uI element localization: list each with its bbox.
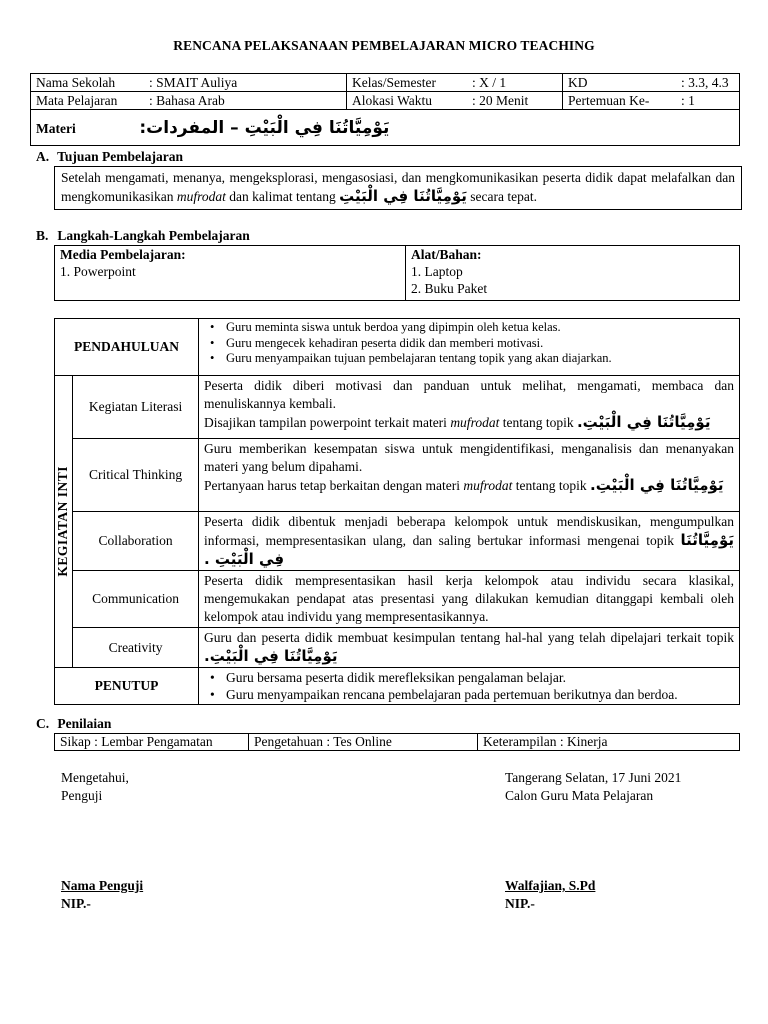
materi-label: Materi — [36, 120, 76, 136]
alat-item: 2. Buku Paket — [411, 281, 488, 296]
penutup-label: PENUTUP — [55, 668, 199, 705]
media-item: 1. Powerpoint — [60, 264, 136, 279]
kelas-value: : X / 1 — [472, 74, 563, 92]
sig-left-line1: Mengetahui, — [61, 770, 129, 785]
kelas-label: Kelas/Semester — [347, 74, 473, 92]
section-b-heading: B. Langkah-Langkah Pembelajaran — [36, 228, 250, 243]
literasi-label: Kegiatan Literasi — [73, 376, 199, 439]
sig-right-nip: NIP.- — [505, 896, 535, 911]
sig-right-name: Walfajian, S.Pd — [505, 878, 596, 893]
tujuan-italic: mufrodat — [176, 189, 226, 204]
section-c-heading: C. Penilaian — [36, 716, 112, 731]
sig-left-nip: NIP.- — [61, 896, 91, 911]
pertemuan-value: : 1 — [681, 92, 740, 110]
creat-arab: يَوْمِيَّاتُنَا فِي الْبَيْتِ. — [204, 647, 338, 665]
nama-sekolah-label: Nama Sekolah — [31, 74, 150, 92]
creat-label: Creativity — [73, 628, 199, 668]
pertemuan-label: Pertemuan Ke- — [563, 92, 682, 110]
critical-text-2: Pertanyaan harus tetap berkaitan dengan materi — [204, 478, 461, 493]
kd-label: KD — [563, 74, 682, 92]
tujuan-text-2: dan kalimat tentang — [229, 189, 336, 204]
kd-value: : 3.3, 4.3 — [681, 74, 740, 92]
literasi-text-3: tentang topik — [502, 415, 574, 430]
waktu-value: : 20 Menit — [472, 92, 563, 110]
nama-sekolah-value: : SMAIT Auliya — [149, 74, 347, 92]
creat-cell — [199, 628, 740, 668]
critical-italic: mufrodat — [463, 478, 513, 493]
tujuan-arab: يَوْمِيَّاتُنَا فِي الْبَيْتِ — [339, 187, 467, 205]
sig-right-line2: Calon Guru Mata Pelajaran — [505, 788, 654, 803]
media-table — [54, 245, 740, 301]
steps-table — [54, 318, 740, 705]
media-heading: Media Pembelajaran: — [60, 247, 186, 262]
creat-text: Guru dan peserta didik membuat kesimpulan tentang hal-hal yang telah dipelajari terkait topik — [204, 630, 734, 645]
collab-arab: يَوْمِيَّاتُنَا فِي الْبَيْتِ . — [204, 531, 734, 568]
section-a-heading: A. Tujuan Pembelajaran — [36, 149, 184, 164]
critical-label: Critical Thinking — [73, 439, 199, 512]
signature-left-name-block — [61, 877, 143, 913]
tujuan-text-1: Setelah mengamati, menanya, mengeksplorasi, mengasosiasi, dan mengkomunikasikan peserta didik dapat melafalkan dan mengkomunikasikan — [61, 170, 735, 204]
pendahuluan-item: • Guru mengecek kehadiran peserta didik dan memberi motivasi. — [226, 336, 734, 352]
penutup-item: • Guru menyampaikan rencana pembelajaran pada pertemuan berikutnya dan berdoa. — [226, 686, 734, 703]
penilaian-table — [54, 733, 740, 751]
materi-value: يَوْمِيَّاتُنَا فِي الْبَيْتِ – المفردات: — [139, 117, 390, 138]
materi-row — [31, 110, 740, 146]
media-cell — [55, 246, 406, 301]
pendahuluan-item: • Guru menyampaikan tujuan pembelajaran tentang topik yang akan diajarkan. — [226, 351, 734, 367]
literasi-text-2: Disajikan tampilan powerpoint terkait materi — [204, 415, 447, 430]
penutup-item: • Guru bersama peserta didik merefleksikan pengalaman belajar. — [226, 669, 734, 686]
sig-left-line2: Penguji — [61, 788, 103, 803]
sig-right-line1: Tangerang Selatan, 17 Juni 2021 — [505, 770, 682, 785]
keterampilan-cell: Keterampilan : Kinerja — [478, 734, 740, 751]
signature-left — [61, 769, 129, 805]
collab-text: Peserta didik dibentuk menjadi beberapa kelompok untuk mendiskusikan, mengumpulkan informasi, mempresentasikan ulang, dan saling bertukar informasi mengenai topik — [204, 514, 734, 548]
sikap-cell: Sikap : Lembar Pengamatan — [55, 734, 249, 751]
tujuan-box — [54, 166, 742, 210]
pengetahuan-cell: Pengetahuan : Tes Online — [249, 734, 478, 751]
document-title: RENCANA PELAKSANAAN PEMBELAJARAN MICRO TEACHING — [173, 38, 595, 53]
mapel-label: Mata Pelajaran — [31, 92, 150, 110]
pendahuluan-label: PENDAHULUAN — [55, 319, 199, 376]
comm-text: Peserta didik mempresentasikan hasil kerja kelompok atau individu secara klasikal, mengemukakan pendapat atas presentasi yang dilakukan kemudian ditanggapi kembali oleh kelompok atau individu yang mempresentasikannya. — [199, 571, 740, 628]
penutup-cell — [199, 668, 740, 705]
alat-heading: Alat/Bahan: — [411, 247, 482, 262]
critical-text-1: Guru memberikan kesempatan siswa untuk mengidentifikasi, menganalisis dan menanyakan materi yang belum dipahami. — [204, 441, 734, 474]
critical-cell — [199, 439, 740, 512]
inti-cell — [55, 376, 73, 668]
literasi-arab: يَوْمِيَّاتُنَا فِي الْبَيْتِ. — [576, 413, 711, 431]
waktu-label: Alokasi Waktu — [347, 92, 473, 110]
signature-right — [505, 769, 681, 805]
pendahuluan-cell — [199, 319, 740, 376]
alat-item: 1. Laptop — [411, 264, 463, 279]
sig-left-name: Nama Penguji — [61, 878, 144, 893]
literasi-text-1: Peserta didik diberi motivasi dan panduan untuk melihat, mengamati, membaca dan menuliskannya kembali. — [204, 378, 734, 411]
literasi-cell — [199, 376, 740, 439]
comm-label: Communication — [73, 571, 199, 628]
critical-arab: يَوْمِيَّاتُنَا فِي الْبَيْتِ. — [590, 476, 724, 494]
collab-cell — [199, 512, 740, 571]
mapel-value: : Bahasa Arab — [149, 92, 347, 110]
literasi-italic: mufrodat — [450, 415, 500, 430]
alat-cell — [406, 246, 740, 301]
signature-right-name-block — [505, 877, 595, 913]
inti-label: KEGIATAN INTI — [55, 466, 70, 577]
collab-label: Collaboration — [73, 512, 199, 571]
tujuan-text-3: secara tepat. — [470, 189, 537, 204]
critical-text-3: tentang topik — [515, 478, 587, 493]
pendahuluan-item: • Guru meminta siswa untuk berdoa yang dipimpin oleh ketua kelas. — [226, 320, 734, 336]
info-table — [30, 73, 740, 146]
